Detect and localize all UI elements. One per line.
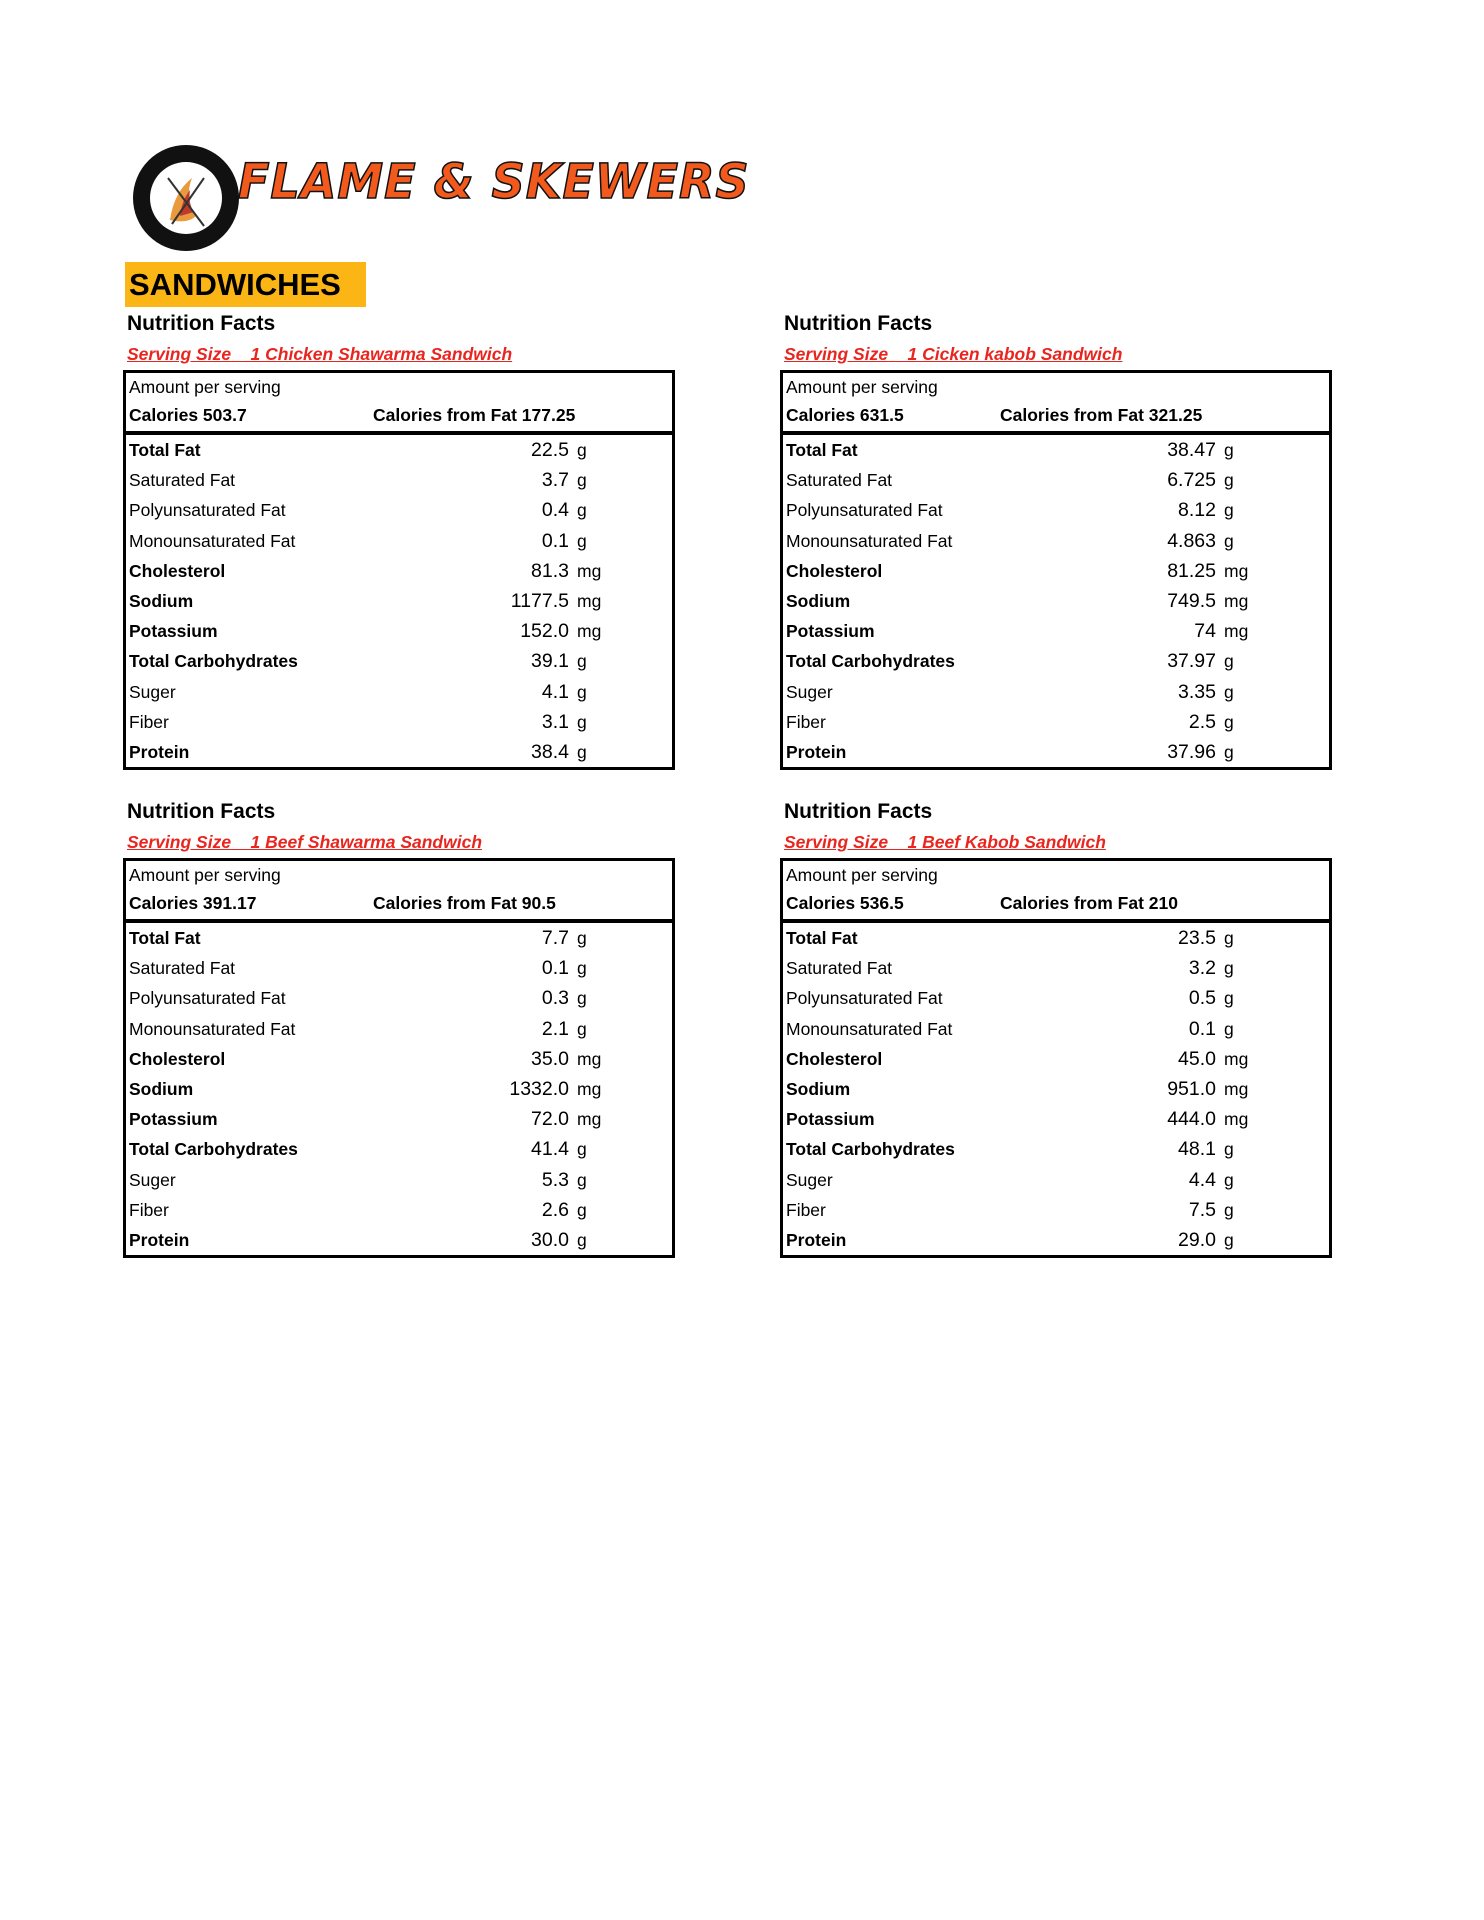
nutrient-value: 81.25 (1167, 559, 1216, 582)
nutrient-row (126, 923, 672, 953)
nutrient-unit: g (577, 530, 587, 551)
nutrient-row (783, 1225, 1329, 1255)
serving-label: Serving Size (127, 832, 232, 852)
nutrient-label: Monounsaturated Fat (129, 1018, 296, 1039)
nutrient-row (783, 923, 1329, 953)
nutrient-value: 41.4 (531, 1138, 569, 1161)
nutrient-value: 38.4 (531, 740, 569, 763)
logo-emblem-icon (130, 142, 242, 254)
nutrient-label: Fiber (129, 1199, 169, 1220)
nutrient-label: Fiber (129, 711, 169, 732)
nutrient-value: 0.1 (541, 529, 569, 552)
nutrient-unit: g (577, 958, 587, 979)
amount-per-serving: Amount per serving (786, 865, 938, 885)
nutrient-value: 3.35 (1178, 680, 1216, 703)
nutrient-label: Sodium (786, 1078, 851, 1099)
nutrient-row (783, 1134, 1329, 1164)
nutrient-value: 3.2 (1188, 957, 1216, 980)
nutrient-unit: mg (577, 560, 602, 581)
nutrient-unit: g (1224, 1169, 1234, 1190)
nutrient-label: Suger (129, 1169, 176, 1190)
nutrient-label: Total Carbohydrates (129, 651, 298, 672)
nutrient-value: 37.97 (1167, 650, 1216, 673)
nutrient-unit: mg (577, 1048, 602, 1069)
serving-label: Serving Size (784, 344, 889, 364)
nutrient-unit: g (1224, 958, 1234, 979)
nutrient-label: Sodium (129, 1078, 194, 1099)
serving-item: 1 Cicken kabob Sandwich (907, 344, 1123, 364)
nutrient-unit: g (577, 988, 587, 1009)
nutrition-panel-chicken-kabob (780, 308, 1332, 770)
section-title: SANDWICHES (125, 262, 366, 307)
serving-item: 1 Chicken Shawarma Sandwich (250, 344, 513, 364)
nutrient-row (126, 1044, 672, 1074)
nutrient-value: 4.1 (541, 680, 569, 703)
serving-size (123, 828, 675, 858)
nutrient-unit: g (577, 1169, 587, 1190)
nutrient-value: 2.1 (541, 1017, 569, 1040)
calories-from-fat: Calories from Fat 321.25 (1000, 405, 1203, 425)
nutrient-row (126, 1195, 672, 1225)
nutrient-row (126, 556, 672, 586)
nutrient-row (783, 526, 1329, 556)
nutrient-value: 6.725 (1167, 469, 1216, 492)
nutrient-row (126, 616, 672, 646)
nutrient-unit: g (1224, 470, 1234, 491)
nutrient-label: Potassium (129, 621, 218, 642)
nutrient-label: Monounsaturated Fat (129, 530, 296, 551)
nutrient-unit: g (1224, 1018, 1234, 1039)
nutrient-label: Total Fat (786, 440, 858, 460)
nutrient-row (783, 465, 1329, 495)
nutrient-label: Cholesterol (129, 560, 226, 581)
amount-per-serving: Amount per serving (786, 377, 938, 397)
nutrition-table (780, 858, 1332, 1258)
nutrient-value: 4.863 (1167, 529, 1216, 552)
nutrient-value: 0.1 (541, 957, 569, 980)
nutrient-value: 5.3 (541, 1168, 569, 1191)
nutrient-label: Sodium (129, 590, 194, 611)
nutrient-row (126, 983, 672, 1013)
calories-value: Calories 536.5 (786, 893, 904, 913)
nutrient-label: Potassium (129, 1109, 218, 1130)
nutrient-unit: mg (1224, 1078, 1249, 1099)
nutrient-value: 72.0 (531, 1108, 569, 1131)
nutrient-row (783, 495, 1329, 525)
nutrient-label: Saturated Fat (786, 470, 893, 491)
nutrient-value: 22.5 (531, 439, 569, 461)
nutrient-unit: g (577, 741, 587, 762)
amount-per-serving: Amount per serving (129, 865, 281, 885)
nutrient-unit: g (577, 928, 587, 948)
nutrient-unit: g (1224, 530, 1234, 551)
nutrient-row (126, 953, 672, 983)
nutrient-label: Total Fat (129, 440, 201, 460)
nutrient-label: Total Fat (786, 928, 858, 948)
nutrient-value: 7.7 (541, 927, 569, 949)
nutrient-row (783, 1165, 1329, 1195)
nutrient-value: 3.1 (541, 710, 569, 733)
nutrient-label: Protein (129, 1229, 190, 1250)
nutrient-value: 0.1 (1188, 1017, 1216, 1040)
nutrient-label: Monounsaturated Fat (786, 1018, 953, 1039)
nutrient-unit: g (1224, 681, 1234, 702)
nutrient-label: Potassium (786, 1109, 875, 1130)
calories-from-fat: Calories from Fat 210 (1000, 893, 1178, 913)
nutrient-row (783, 616, 1329, 646)
nutrient-unit: g (1224, 1229, 1234, 1250)
calories-row (126, 401, 672, 435)
nutrient-value: 48.1 (1178, 1138, 1216, 1161)
nutrient-row (783, 707, 1329, 737)
nutrient-row (783, 1104, 1329, 1134)
nutrient-value: 29.0 (1178, 1228, 1216, 1251)
serving-size (780, 340, 1332, 370)
nutrient-label: Suger (129, 681, 176, 702)
nutrient-rows (783, 435, 1329, 767)
nutrient-row (783, 677, 1329, 707)
nutrient-value: 30.0 (531, 1228, 569, 1251)
nutrient-unit: g (577, 500, 587, 521)
nutrient-label: Cholesterol (786, 1048, 883, 1069)
nutrient-label: Fiber (786, 711, 826, 732)
nutrient-row (783, 1195, 1329, 1225)
nutrient-unit: g (577, 1018, 587, 1039)
nutrient-unit: mg (1224, 560, 1249, 581)
calories-row (126, 889, 672, 923)
nutrient-label: Protein (786, 741, 847, 762)
nutrition-panel-beef-shawarma (123, 796, 675, 1258)
nutrient-row (126, 586, 672, 616)
nutrient-unit: g (1224, 928, 1234, 948)
nutrient-value: 951.0 (1167, 1077, 1216, 1100)
nutrient-label: Saturated Fat (129, 958, 236, 979)
amount-per-serving: Amount per serving (129, 377, 281, 397)
nutrient-unit: g (577, 711, 587, 732)
nutrient-value: 39.1 (531, 650, 569, 673)
nutrient-unit: g (577, 470, 587, 491)
nutrient-value: 0.3 (541, 987, 569, 1010)
nutrient-row (783, 737, 1329, 767)
nutrient-row (126, 1014, 672, 1044)
nutrient-unit: g (1224, 711, 1234, 732)
nutrient-row (126, 465, 672, 495)
nutrient-label: Total Fat (129, 928, 201, 948)
nutrient-unit: mg (577, 621, 602, 642)
restaurant-logo (130, 142, 750, 254)
serving-size (123, 340, 675, 370)
nutrient-row (783, 646, 1329, 676)
nutrient-unit: g (577, 1229, 587, 1250)
nutrient-value: 152.0 (520, 620, 569, 643)
nutrient-unit: g (1224, 1199, 1234, 1220)
nutrient-row (783, 586, 1329, 616)
nutrient-label: Cholesterol (129, 1048, 226, 1069)
nutrient-unit: g (1224, 1139, 1234, 1160)
panel-heading: Nutrition Facts (784, 800, 933, 823)
nutrient-label: Total Carbohydrates (129, 1139, 298, 1160)
nutrient-value: 0.5 (1188, 987, 1216, 1010)
nutrient-unit: g (577, 651, 587, 672)
nutrient-rows (126, 435, 672, 767)
nutrient-value: 74 (1194, 620, 1216, 643)
nutrient-value: 37.96 (1167, 740, 1216, 763)
panel-heading: Nutrition Facts (127, 312, 276, 335)
nutrient-unit: mg (577, 1078, 602, 1099)
nutrient-label: Suger (786, 1169, 833, 1190)
serving-label: Serving Size (784, 832, 889, 852)
calories-row (783, 401, 1329, 435)
nutrient-row (126, 435, 672, 465)
nutrient-unit: mg (1224, 1048, 1249, 1069)
nutrient-value: 1332.0 (509, 1077, 569, 1100)
calories-row (783, 889, 1329, 923)
nutrient-value: 7.5 (1188, 1198, 1216, 1221)
nutrient-value: 2.5 (1188, 710, 1216, 733)
nutrient-row (783, 953, 1329, 983)
nutrition-table (123, 858, 675, 1258)
nutrient-row (126, 495, 672, 525)
nutrient-label: Monounsaturated Fat (786, 530, 953, 551)
nutrient-label: Protein (129, 741, 190, 762)
nutrient-row (783, 1074, 1329, 1104)
panel-heading: Nutrition Facts (127, 800, 276, 823)
nutrient-unit: g (1224, 988, 1234, 1009)
nutrition-panel-beef-kabob (780, 796, 1332, 1258)
nutrient-value: 45.0 (1178, 1047, 1216, 1070)
nutrient-value: 4.4 (1188, 1168, 1216, 1191)
serving-item: 1 Beef Shawarma Sandwich (250, 832, 483, 852)
nutrient-unit: g (1224, 440, 1234, 460)
nutrient-label: Cholesterol (786, 560, 883, 581)
nutrient-label: Fiber (786, 1199, 826, 1220)
nutrient-unit: mg (1224, 590, 1249, 611)
panel-heading: Nutrition Facts (784, 312, 933, 335)
nutrient-label: Potassium (786, 621, 875, 642)
nutrient-label: Polyunsaturated Fat (786, 988, 943, 1009)
nutrient-row (783, 556, 1329, 586)
nutrient-unit: g (1224, 741, 1234, 762)
nutrient-unit: mg (577, 590, 602, 611)
nutrient-row (783, 1014, 1329, 1044)
nutrient-unit: g (1224, 651, 1234, 672)
serving-size (780, 828, 1332, 858)
nutrient-value: 23.5 (1178, 927, 1216, 949)
nutrient-row (126, 737, 672, 767)
calories-value: Calories 631.5 (786, 405, 904, 425)
nutrient-label: Saturated Fat (129, 470, 236, 491)
nutrient-value: 1177.5 (510, 589, 569, 612)
calories-value: Calories 503.7 (129, 405, 247, 425)
nutrient-row (126, 1225, 672, 1255)
nutrient-value: 81.3 (531, 559, 569, 582)
nutrient-row (126, 526, 672, 556)
nutrient-value: 2.6 (541, 1198, 569, 1221)
nutrient-unit: g (577, 681, 587, 702)
nutrient-unit: mg (1224, 1109, 1249, 1130)
nutrient-label: Total Carbohydrates (786, 1139, 955, 1160)
nutrient-value: 3.7 (541, 469, 569, 492)
nutrient-label: Polyunsaturated Fat (786, 500, 943, 521)
nutrient-label: Saturated Fat (786, 958, 893, 979)
nutrient-row (126, 1074, 672, 1104)
nutrient-unit: g (577, 1199, 587, 1220)
nutrient-label: Suger (786, 681, 833, 702)
nutrient-unit: g (1224, 500, 1234, 521)
nutrient-row (783, 435, 1329, 465)
nutrient-unit: g (577, 1139, 587, 1160)
nutrient-value: 35.0 (531, 1047, 569, 1070)
nutrient-row (126, 1165, 672, 1195)
nutrient-value: 444.0 (1167, 1108, 1216, 1131)
serving-item: 1 Beef Kabob Sandwich (907, 832, 1106, 852)
nutrient-unit: mg (577, 1109, 602, 1130)
nutrient-unit: g (577, 440, 587, 460)
nutrient-row (783, 983, 1329, 1013)
nutrient-value: 38.47 (1167, 439, 1216, 461)
nutrient-label: Polyunsaturated Fat (129, 988, 286, 1009)
serving-label: Serving Size (127, 344, 232, 364)
nutrient-label: Protein (786, 1229, 847, 1250)
nutrient-row (783, 1044, 1329, 1074)
calories-from-fat: Calories from Fat 177.25 (373, 405, 576, 425)
calories-value: Calories 391.17 (129, 893, 257, 913)
nutrition-panel-chicken-shawarma (123, 308, 675, 770)
nutrient-value: 0.4 (541, 499, 569, 522)
nutrient-row (126, 677, 672, 707)
nutrient-label: Total Carbohydrates (786, 651, 955, 672)
nutrient-value: 8.12 (1178, 499, 1216, 522)
nutrition-table (780, 370, 1332, 770)
nutrient-label: Sodium (786, 590, 851, 611)
nutrient-rows (126, 923, 672, 1255)
nutrient-label: Polyunsaturated Fat (129, 500, 286, 521)
nutrient-value: 749.5 (1167, 589, 1216, 612)
calories-from-fat: Calories from Fat 90.5 (373, 893, 556, 913)
logo-wordmark: FLAME & SKEWERS (238, 152, 750, 210)
nutrition-table (123, 370, 675, 770)
nutrient-row (126, 1134, 672, 1164)
nutrient-row (126, 646, 672, 676)
nutrient-rows (783, 923, 1329, 1255)
nutrient-row (126, 707, 672, 737)
nutrient-unit: mg (1224, 621, 1249, 642)
nutrient-row (126, 1104, 672, 1134)
